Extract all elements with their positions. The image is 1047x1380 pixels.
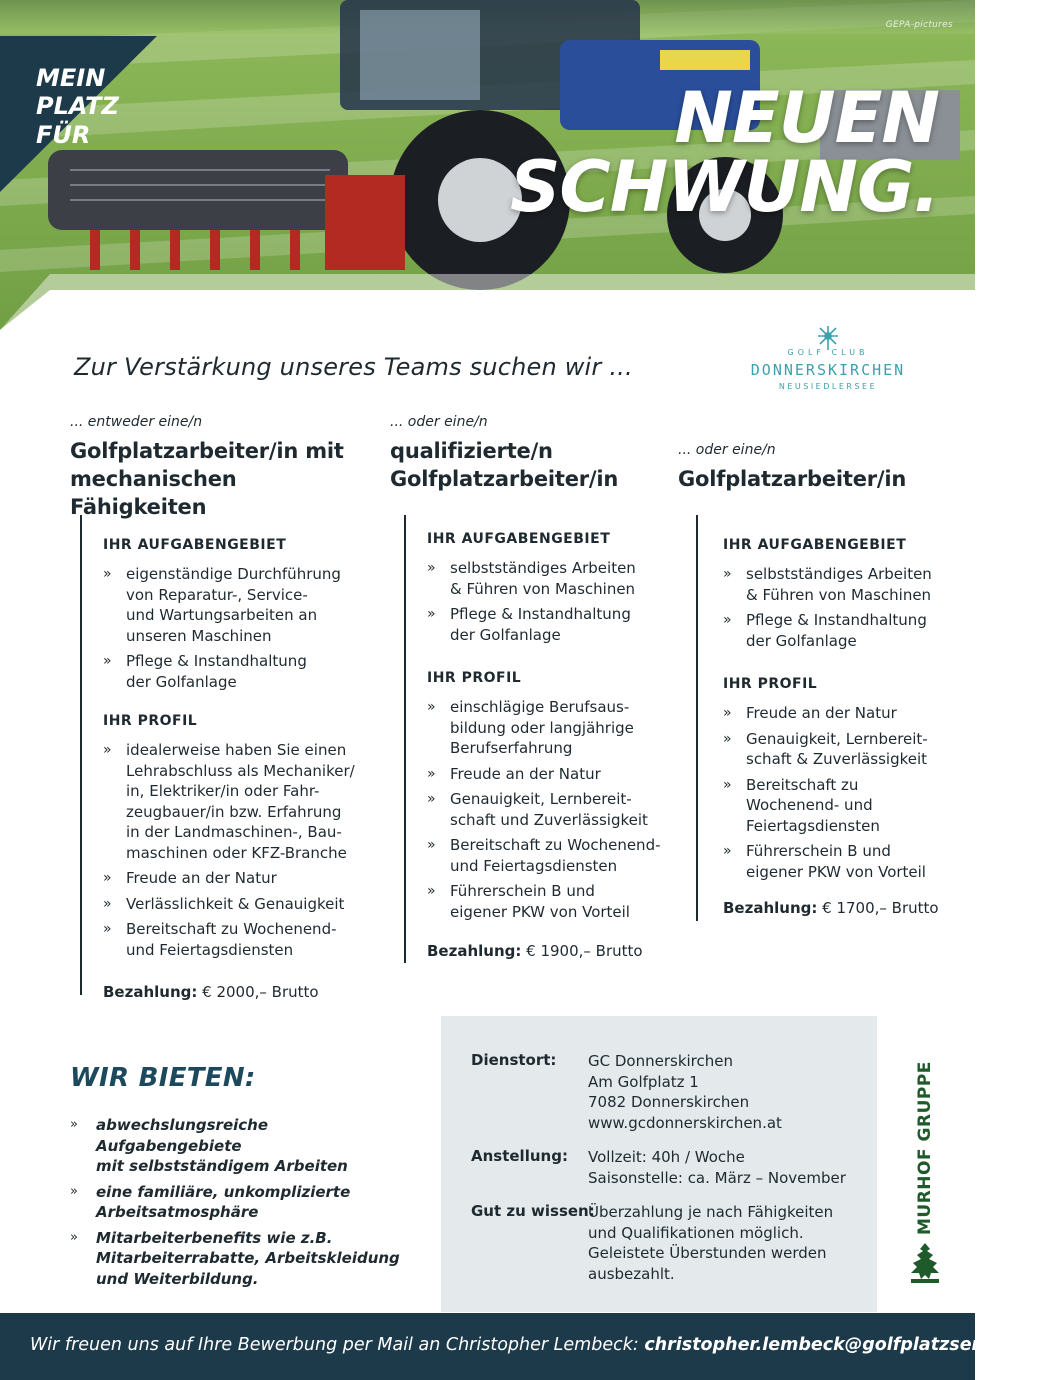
list-item: » Pflege & Instandhaltung der Golfanlage bbox=[103, 651, 370, 692]
profile-title: IHR PROFIL bbox=[103, 713, 198, 729]
profile-list bbox=[723, 703, 956, 882]
intro-text: Zur Verstärkung unseres Teams suchen wir ... bbox=[74, 353, 633, 381]
list-item: » Genauigkeit, Lernbereit- schaft & Zuverlässigkeit bbox=[723, 729, 956, 770]
badge-text bbox=[36, 64, 176, 149]
info-label: Anstellung: bbox=[471, 1147, 568, 1165]
headline-line: SCHWUNG. bbox=[509, 145, 939, 228]
job-column-3 bbox=[678, 442, 938, 494]
list-item: » Bereitschaft zu Wochenend- und Feiertagsdiensten bbox=[103, 919, 370, 960]
list-item: » Freude an der Natur bbox=[427, 764, 674, 785]
tasks-list bbox=[427, 558, 674, 645]
list-item: » selbstständiges Arbeiten & Führen von Maschinen bbox=[427, 558, 674, 599]
salary: Bezahlung: € 2000,– Brutto bbox=[103, 983, 319, 1001]
list-item: » Freude an der Natur bbox=[103, 868, 370, 889]
info-value: Überzahlung je nach Fähigkeiten und Qualifikationen möglich. Geleistete Überstunden werden ausbezahlt. bbox=[588, 1203, 834, 1283]
logo-line-2: DONNERSKIRCHEN bbox=[750, 361, 906, 379]
list-item: » Bereitschaft zu Wochenend- und Feiertagsdiensten bbox=[723, 775, 956, 837]
info-row-location bbox=[471, 1051, 851, 1135]
profile-title: IHR PROFIL bbox=[723, 676, 818, 692]
list-item: » Genauigkeit, Lernbereit- schaft und Zuverlässigkeit bbox=[427, 789, 674, 830]
job-card-2 bbox=[404, 515, 674, 963]
job-title-line: mechanischen Fähigkeiten bbox=[70, 466, 237, 519]
badge-line: MEIN bbox=[36, 64, 106, 92]
website-link[interactable]: www.gcdonnerskirchen.at bbox=[588, 1113, 782, 1132]
offers-title: WIR BIETEN: bbox=[70, 1063, 256, 1093]
job-title bbox=[678, 466, 938, 494]
headline bbox=[509, 77, 939, 228]
footer-text: Wir freuen uns auf Ihre Bewerbung per Mail an Christopher Lembeck: christopher.lembeck@golfplatzservice.at bbox=[30, 1335, 1047, 1355]
profile-list bbox=[103, 740, 370, 960]
job-card-1 bbox=[80, 515, 370, 1001]
profile-title: IHR PROFIL bbox=[427, 670, 522, 686]
info-label: Gut zu wissen: bbox=[471, 1202, 595, 1220]
email-link[interactable]: christopher.lembeck@golfplatzservice.at bbox=[644, 1335, 1047, 1355]
salary: Bezahlung: € 1900,– Brutto bbox=[427, 942, 643, 960]
list-item: » abwechslungsreiche Aufgabengebiete mit selbstständigem Arbeiten bbox=[70, 1115, 400, 1177]
list-item: » Führerschein B und eigener PKW von Vorteil bbox=[427, 881, 674, 922]
list-item: » eine familiäre, unkomplizierte Arbeitsatmosphäre bbox=[70, 1182, 400, 1223]
job-title-line: Golfplatzarbeiter/in bbox=[678, 467, 907, 491]
info-box bbox=[441, 1016, 877, 1312]
list-item: » Pflege & Instandhaltung der Golfanlage bbox=[723, 610, 956, 651]
offers-list bbox=[70, 1115, 400, 1294]
job-card-3 bbox=[696, 515, 956, 921]
list-item: » Freude an der Natur bbox=[723, 703, 956, 724]
job-title-line: Golfplatzarbeiter/in bbox=[390, 466, 619, 491]
list-item: » Pflege & Instandhaltung der Golfanlage bbox=[427, 604, 674, 645]
list-item: » einschlägige Berufsaus- bildung oder langjährige Berufserfahrung bbox=[427, 697, 674, 759]
info-row-employment bbox=[471, 1147, 851, 1191]
job-eyebrow: ... oder eine/n bbox=[390, 414, 488, 430]
job-column-2 bbox=[390, 414, 670, 494]
list-item: » Bereitschaft zu Wochenend- und Feiertagsdiensten bbox=[427, 835, 674, 876]
hero-banner bbox=[0, 0, 975, 360]
job-title-line: qualifizierte/n bbox=[390, 439, 553, 463]
tasks-title: IHR AUFGABENGEBIET bbox=[103, 537, 287, 553]
job-eyebrow: ... entweder eine/n bbox=[70, 414, 203, 430]
golf-club-logo bbox=[748, 322, 908, 398]
info-value: Vollzeit: 40h / Woche Saisonstelle: ca. März – November bbox=[588, 1148, 846, 1187]
tasks-title: IHR AUFGABENGEBIET bbox=[723, 537, 907, 553]
list-item: » Mitarbeiterbenefits wie z.B. Mitarbeiterrabatte, Arbeitskleidung und Weiterbildung. bbox=[70, 1228, 400, 1290]
photo-credit: GEPA-pictures bbox=[885, 20, 953, 30]
tasks-list bbox=[103, 564, 370, 692]
badge-line: FÜR bbox=[36, 120, 91, 149]
job-title bbox=[70, 438, 370, 522]
salary: Bezahlung: € 1700,– Brutto bbox=[723, 899, 939, 917]
murhof-logo bbox=[900, 1061, 950, 1290]
footer-bar bbox=[0, 1313, 1047, 1380]
job-column-1 bbox=[70, 414, 370, 522]
tasks-title: IHR AUFGABENGEBIET bbox=[427, 531, 611, 547]
list-item: » Verlässlichkeit & Genauigkeit bbox=[103, 894, 370, 915]
job-eyebrow: ... oder eine/n bbox=[678, 442, 776, 458]
list-item: » eigenständige Durchführung von Reparatur-, Service- und Wartungsarbeiten an unseren Maschinen bbox=[103, 564, 370, 646]
job-title-line: Golfplatzarbeiter/in mit bbox=[70, 439, 344, 463]
tasks-list bbox=[723, 564, 956, 651]
profile-list bbox=[427, 697, 674, 922]
murhof-text: MURHOF GRUPPE bbox=[915, 1061, 935, 1235]
job-title bbox=[390, 438, 670, 494]
logo-line-3: NEUSIEDLERSEE bbox=[778, 382, 878, 391]
list-item: » idealerweise haben Sie einen Lehrabschluss als Mechaniker/ in, Elektriker/in oder Fahr- zeugbauer/in bzw. Erfahrung in der Landmaschinen-, Bau- maschinen oder KFZ-Branche bbox=[103, 740, 370, 863]
list-item: » selbstständiges Arbeiten & Führen von Maschinen bbox=[723, 564, 956, 605]
info-row-good-to-know bbox=[471, 1202, 851, 1286]
list-item: » Führerschein B und eigener PKW von Vorteil bbox=[723, 841, 956, 882]
info-value: GC Donnerskirchen Am Golfplatz 1 7082 Donnerskirchen www.gcdonnerskirchen.at bbox=[588, 1051, 858, 1133]
logo-line-1: GOLF CLUB bbox=[787, 348, 869, 357]
info-label: Dienstort: bbox=[471, 1051, 557, 1069]
griffin-icon bbox=[905, 1241, 945, 1285]
headline-line: NEUEN bbox=[674, 77, 939, 159]
badge-line: PLATZ bbox=[36, 92, 119, 121]
